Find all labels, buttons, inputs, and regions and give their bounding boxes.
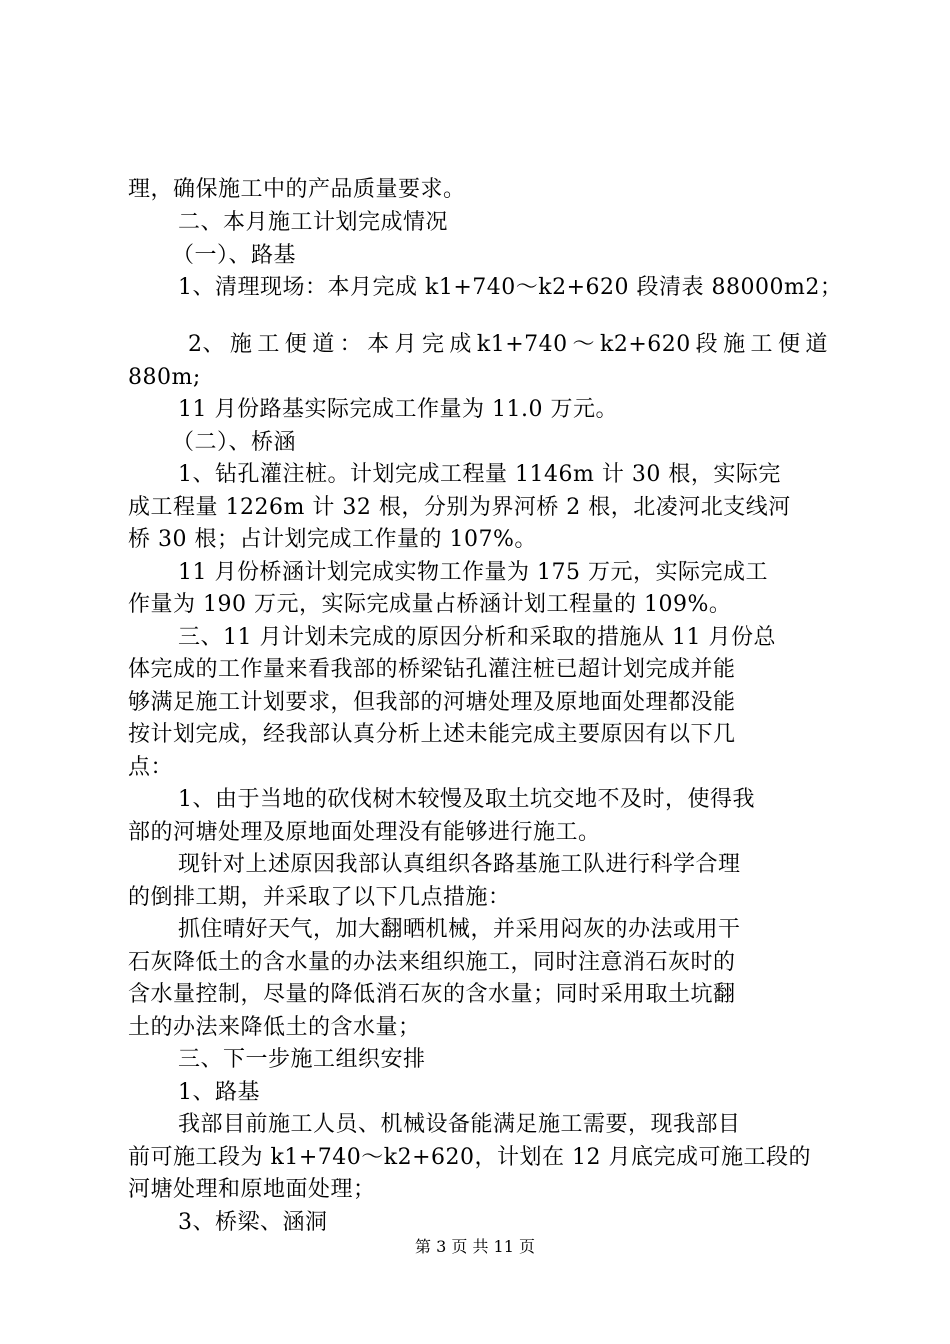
subsection-heading: 3、桥梁、涵洞 <box>178 1210 328 1235</box>
text-line: 部的河塘处理及原地面处理没有能够进行施工。 <box>128 820 601 845</box>
text-line: 的倒排工期，并采取了以下几点措施： <box>128 885 511 910</box>
text-line: 土的办法来降低土的含水量； <box>128 1015 421 1040</box>
justified-token: 工 <box>750 332 774 357</box>
justified-token: 道 <box>312 332 335 357</box>
text-line: 三、11 月计划未完成的原因分析和采取的措施从 11 月份总 <box>178 625 776 650</box>
justified-token: k2+620 <box>599 332 691 357</box>
justified-token: 施 <box>229 332 253 357</box>
text-line: 石灰降低土的含水量的办法来组织施工，同时注意消石灰时的 <box>128 950 736 975</box>
text-line: 1、钻孔灌注桩。计划完成工程量 1146m 计 30 根，实际完 <box>178 462 781 487</box>
text-line: 抓住晴好天气，加大翻晒机械，并采用闷灰的办法或用干 <box>178 917 741 942</box>
justified-token: k1+740 <box>476 332 568 357</box>
justified-token: 工 <box>257 332 280 357</box>
justified-token: 便 <box>777 332 801 357</box>
text-line: 够满足施工计划要求，但我部的河塘处理及原地面处理都没能 <box>128 690 736 715</box>
page-footer: 第 3 页 共 11 页 <box>415 1237 535 1256</box>
justified-token: 2、 <box>188 332 225 357</box>
justified-token: 段 <box>695 332 719 357</box>
text-line: 11 月份路基实际完成工作量为 11.0 万元。 <box>178 397 618 422</box>
text-line: 现针对上述原因我部认真组织各路基施工队进行科学合理 <box>178 852 741 877</box>
text-line: 1、清理现场：本月完成 k1+740～k2+620 段清表 88000m2； <box>178 275 843 300</box>
text-line: 1、由于当地的砍伐树木较慢及取土坑交地不及时，使得我 <box>178 787 755 812</box>
text-line: 含水量控制，尽量的降低消石灰的含水量；同时采用取土坑翻 <box>128 982 736 1007</box>
section-heading: 三、下一步施工组织安排 <box>178 1047 426 1072</box>
justified-token: 完 <box>421 332 445 357</box>
text-line: 11 月份桥涵计划完成实物工作量为 175 万元，实际完成工 <box>178 560 768 585</box>
text-line: 桥 30 根；占计划完成工作量的 107%。 <box>128 527 537 552</box>
text-line: 880m; <box>128 365 201 390</box>
text-line: 理，确保施工中的产品质量要求。 <box>128 177 466 202</box>
subsection-heading: （一）、路基 <box>172 243 297 268</box>
text-line: 我部目前施工人员、机械设备能满足施工需要，现我部目 <box>178 1112 741 1137</box>
text-line: 河塘处理和原地面处理； <box>128 1177 376 1202</box>
justified-token: 成 <box>449 332 472 357</box>
justified-token: 道 <box>805 332 828 357</box>
subsection-heading: 1、路基 <box>178 1080 260 1105</box>
section-heading: 二、本月施工计划完成情况 <box>178 210 449 235</box>
justified-token: 便 <box>284 332 308 357</box>
justified-token: 施 <box>723 332 746 357</box>
justified-token: ： <box>339 332 363 357</box>
text-line: 成工程量 1226m 计 32 根，分别为界河桥 2 根，北凌河北支线河 <box>128 495 791 520</box>
text-line: 作量为 190 万元，实际完成量占桥涵计划工程量的 109%。 <box>128 592 732 617</box>
justified-token: 月 <box>394 332 418 357</box>
text-line: 按计划完成，经我部认真分析上述未能完成主要原因有以下几 <box>128 722 736 747</box>
justified-token: 本 <box>367 332 390 357</box>
text-line: 体完成的工作量来看我部的桥梁钻孔灌注桩已超计划完成并能 <box>128 657 736 682</box>
justified-token: ～ <box>572 332 596 357</box>
subsection-heading: （二）、桥涵 <box>172 430 297 455</box>
text-line-justified <box>188 329 828 361</box>
text-line: 点： <box>128 755 174 780</box>
text-line: 前可施工段为 k1+740～k2+620，计划在 12 月底完成可施工段的 <box>128 1145 811 1170</box>
